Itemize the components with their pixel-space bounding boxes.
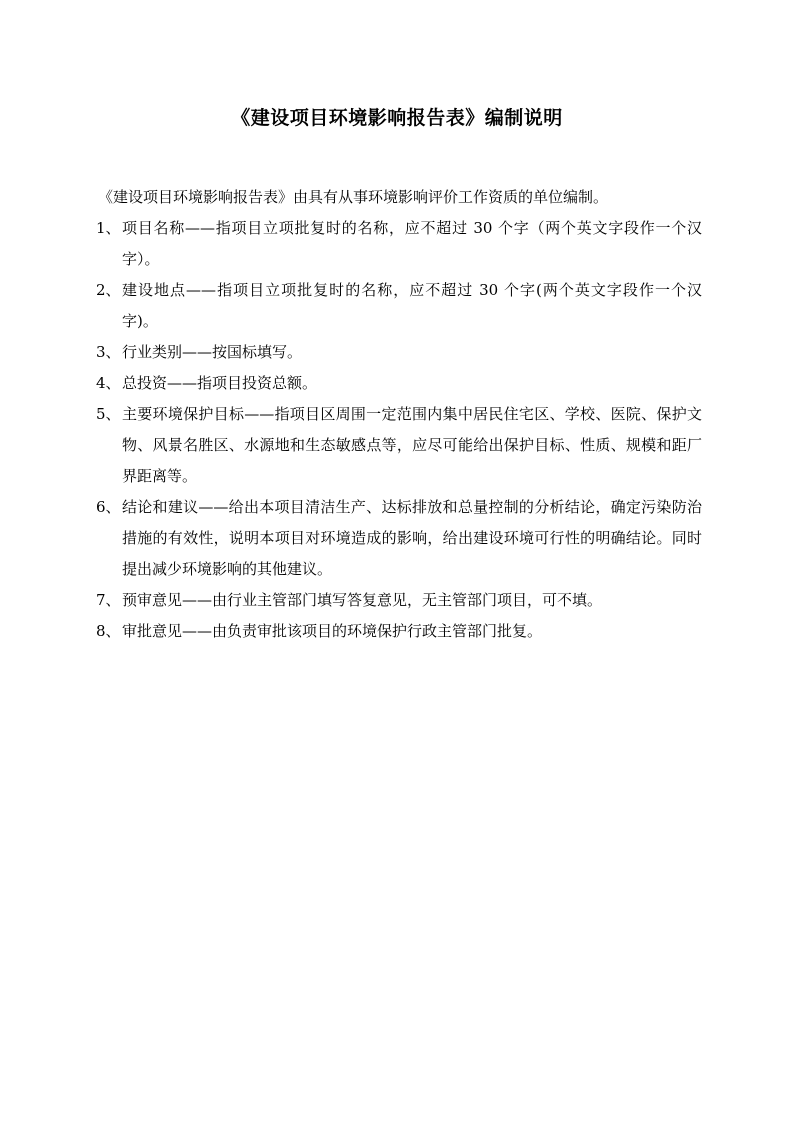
list-item-text: 建设地点——指项目立项批复时的名称，应不超过 30 个字(两个英文字段作一个汉字)。 bbox=[122, 281, 702, 330]
list-item-number: 2、 bbox=[96, 281, 121, 299]
list-item-text: 结论和建议——给出本项目清洁生产、达标排放和总量控制的分析结论，确定污染防治措施的有效性，说明本项目对环境造成的影响，给出建设环境可行性的明确结论。同时提出减少环境影响的其他建议。 bbox=[122, 498, 702, 578]
list-item-text: 审批意见——由负责审批该项目的环境保护行政主管部门批复。 bbox=[122, 622, 543, 640]
list-item-1 bbox=[96, 213, 702, 275]
list-item-text: 总投资——指项目投资总额。 bbox=[122, 374, 318, 392]
list-item-text: 行业类别——按国标填写。 bbox=[122, 343, 303, 361]
list-item-number: 3、 bbox=[96, 343, 121, 361]
list-item-6 bbox=[96, 492, 702, 585]
list-item-number: 7、 bbox=[96, 591, 121, 609]
list-item-number: 4、 bbox=[96, 374, 121, 392]
list-item-number: 6、 bbox=[96, 498, 121, 516]
list-item-8 bbox=[96, 616, 702, 647]
list-item-2 bbox=[96, 275, 702, 337]
list-item-number: 5、 bbox=[96, 405, 121, 423]
list-item-4 bbox=[96, 368, 702, 399]
list-item-text: 项目名称——指项目立项批复时的名称，应不超过 30 个字（两个英文字段作一个汉字）。 bbox=[122, 219, 702, 268]
list-item-3 bbox=[96, 337, 702, 368]
list-item-text: 预审意见——由行业主管部门填写答复意见，无主管部门项目，可不填。 bbox=[122, 591, 603, 609]
list-item-number: 8、 bbox=[96, 622, 121, 640]
list-item-text: 主要环境保护目标——指项目区周围一定范围内集中居民住宅区、学校、医院、保护文物、风景名胜区、水源地和生态敏感点等，应尽可能给出保护目标、性质、规模和距厂界距离等。 bbox=[122, 405, 702, 485]
document-title: 《建设项目环境影响报告表》编制说明 bbox=[231, 107, 563, 129]
intro-paragraph: 《建设项目环境影响报告表》由具有从事环境影响评价工作资质的单位编制。 bbox=[98, 188, 609, 206]
document-body bbox=[96, 182, 702, 647]
list-item-number: 1、 bbox=[96, 219, 121, 237]
list-item-7 bbox=[96, 585, 702, 616]
list-item-5 bbox=[96, 399, 702, 492]
